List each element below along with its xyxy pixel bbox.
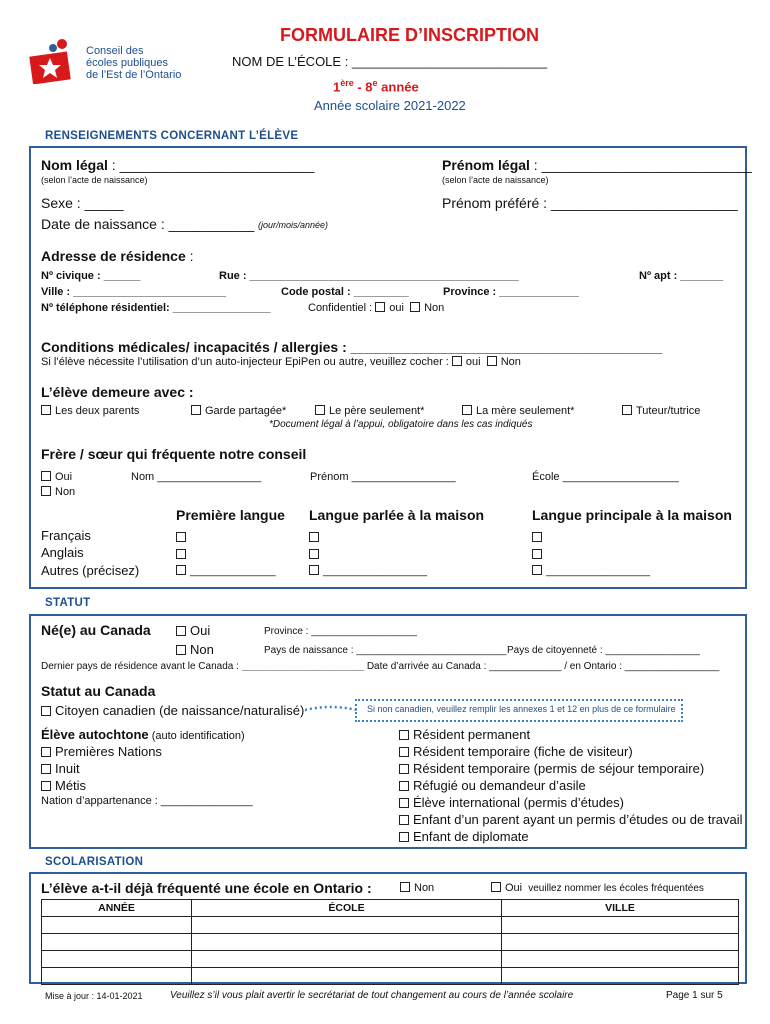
- lives-with-both-parents-checkbox[interactable]: [41, 405, 51, 415]
- lives-with-mother-label: La mère seulement*: [476, 405, 575, 417]
- refugee-label: Réfugié ou demandeur d’asile: [413, 778, 586, 793]
- status-temp-permit[interactable]: [399, 761, 704, 776]
- legal-firstname-note: (selon l’acte de naissance): [442, 175, 549, 185]
- phone-field[interactable]: Nº téléphone résidentiel: ________________: [41, 302, 271, 314]
- table-row: [42, 968, 739, 985]
- lang-header-first: Première langue: [176, 507, 285, 523]
- lives-with-father-checkbox[interactable]: [315, 405, 325, 415]
- lang-row-english: Anglais: [41, 545, 84, 560]
- address-label-text: Adresse de résidence: [41, 248, 186, 264]
- school-cell[interactable]: [192, 951, 502, 968]
- section-title-schooling: SCOLARISATION: [45, 856, 144, 868]
- birthdate-field[interactable]: Date de naissance : ___________: [41, 216, 255, 232]
- birthdate-note: (jour/mois/année): [258, 220, 329, 230]
- legal-document-note: *Document légal à l’appui, obligatoire dans les cas indiqués: [269, 419, 533, 430]
- col-year: ANNÉE: [42, 900, 192, 917]
- logo-star-icon: [29, 38, 71, 84]
- born-canada-yes[interactable]: [176, 623, 210, 638]
- nation-field[interactable]: Nation d’appartenance : _______________: [41, 795, 253, 807]
- parent-permit-checkbox[interactable]: [399, 815, 409, 825]
- col-school: ÉCOLE: [192, 900, 502, 917]
- grades-end: - 8: [353, 79, 373, 95]
- born-canada-yes-label: Oui: [190, 623, 211, 638]
- international-checkbox[interactable]: [399, 798, 409, 808]
- inuit-option[interactable]: [41, 761, 80, 776]
- non-canadian-note-text: Si non canadien, veuillez remplir les annexes 1 et 12 en plus de ce formulaire: [367, 704, 676, 714]
- born-canada-no-label: Non: [190, 642, 214, 657]
- legal-name-note: (selon l’acte de naissance): [41, 175, 148, 185]
- sibling-school-field[interactable]: École ___________________: [532, 471, 679, 483]
- lives-with-shared-custody-label: Garde partagée*: [205, 405, 287, 417]
- lang-spoken-other-line: _________________: [323, 565, 428, 577]
- lang-main-other-line: _________________: [546, 565, 651, 577]
- confidential-row: [308, 302, 444, 314]
- lang-spoken-other[interactable]: [309, 565, 427, 577]
- status-international[interactable]: [399, 795, 624, 810]
- permanent-resident-checkbox[interactable]: [399, 730, 409, 740]
- schooling-no-label: Non: [414, 882, 435, 894]
- lang-row-french: Français: [41, 528, 91, 543]
- epipen-no-checkbox[interactable]: [487, 356, 497, 366]
- metis-label: Métis: [55, 778, 87, 793]
- grades-sup-1: ère: [340, 78, 354, 88]
- confidential-yes-label: oui: [389, 302, 404, 314]
- legal-name-field[interactable]: [41, 157, 314, 173]
- first-nations-option[interactable]: [41, 744, 162, 759]
- lives-with-guardian[interactable]: [622, 405, 700, 417]
- lang-first-other-line: ______________: [190, 565, 276, 577]
- grades-suffix: année: [377, 79, 419, 95]
- grades-sup-2: e: [372, 78, 378, 88]
- confidential-label: Confidentiel :: [308, 302, 376, 314]
- born-canada-yes-checkbox[interactable]: [176, 626, 186, 636]
- sibling-firstname-field[interactable]: Prénom _________________: [310, 471, 456, 483]
- schooling-yes-label: Oui: [505, 882, 523, 894]
- epipen-label: Si l’élève nécessite l’utilisation d’un auto-injecteur EpiPen ou autre, veuillez cocher :: [41, 356, 452, 368]
- logo: [29, 38, 71, 84]
- year-cell[interactable]: [42, 934, 192, 951]
- legal-name-label: Nom légal: [41, 157, 108, 173]
- school-year: Année scolaire 2021-2022: [314, 98, 466, 113]
- street-field[interactable]: Rue : ____________________________________________: [219, 270, 519, 282]
- lives-with-shared-custody[interactable]: [191, 405, 286, 417]
- school-name-field[interactable]: NOM DE L’ÉCOLE : ___________________________: [232, 54, 548, 69]
- lang-main-other[interactable]: [532, 565, 650, 577]
- lives-with-label: L’élève demeure avec :: [41, 384, 194, 400]
- status-canada-label: Statut au Canada: [41, 683, 156, 699]
- lives-with-both-parents[interactable]: [41, 405, 139, 417]
- col-city: VILLE: [502, 900, 739, 917]
- schooling-yes-note: veuillez nommer les écoles fréquentées: [528, 883, 704, 894]
- arrival-canada-field: Date d’arrivée au Canada : _____________: [364, 661, 565, 672]
- school-cell[interactable]: [192, 934, 502, 951]
- logo-line-3: de l’Est de l’Ontario: [86, 69, 182, 81]
- logo-line-1: Conseil des: [86, 45, 144, 57]
- logo-line-2: écoles publiques: [86, 57, 168, 69]
- non-canadian-note: [355, 699, 683, 722]
- sibling-no-checkbox[interactable]: [41, 486, 51, 496]
- medical-conditions-field[interactable]: Conditions médicales/ incapacités / allergies : ________________________________________: [41, 339, 663, 355]
- schooling-yes[interactable]: [491, 882, 704, 894]
- status-permanent-resident[interactable]: [399, 727, 530, 742]
- apt-field[interactable]: Nº apt : _______: [639, 270, 724, 282]
- indigenous-label-text: Élève autochtone: [41, 727, 149, 742]
- lives-with-both-parents-label: Les deux parents: [55, 405, 140, 417]
- sibling-no-label: Non: [55, 486, 76, 498]
- lang-spoken-other-checkbox[interactable]: [309, 565, 319, 575]
- lives-with-shared-custody-checkbox[interactable]: [191, 405, 201, 415]
- lang-header-spoken: Langue parlée à la maison: [309, 507, 485, 523]
- schooling-question: L’élève a-t-il déjà fréquenté une école en Ontario :: [41, 880, 372, 896]
- section-title-status: STATUT: [45, 597, 91, 609]
- lives-with-father[interactable]: [315, 405, 424, 417]
- section-title-student: RENSEIGNEMENTS CONCERNANT L’ÉLÈVE: [45, 130, 299, 142]
- temp-permit-label: Résident temporaire (permis de séjour temporaire): [413, 761, 705, 776]
- status-parent-permit[interactable]: [399, 812, 743, 827]
- city-cell[interactable]: [502, 934, 739, 951]
- indigenous-note: (auto identification): [148, 730, 245, 742]
- city-cell[interactable]: [502, 917, 739, 934]
- international-label: Élève international (permis d’études): [413, 795, 624, 810]
- diplomat-checkbox[interactable]: [399, 832, 409, 842]
- city-cell[interactable]: [502, 951, 739, 968]
- logo-text: [86, 45, 181, 81]
- schooling-yes-checkbox[interactable]: [491, 882, 501, 892]
- born-province-field[interactable]: Province : ___________________: [264, 626, 417, 637]
- born-canada-no-checkbox[interactable]: [176, 645, 186, 655]
- schooling-no-checkbox[interactable]: [400, 882, 410, 892]
- last-country-line: ______________________: [241, 661, 365, 672]
- lang-first-english-checkbox[interactable]: [176, 547, 190, 561]
- sibling-no[interactable]: [41, 486, 75, 498]
- confidential-no-checkbox[interactable]: [410, 302, 420, 312]
- footer-updated: Mise à jour : 14-01-2021: [45, 991, 143, 1001]
- status-temp-visitor[interactable]: [399, 744, 633, 759]
- schooling-no[interactable]: [400, 882, 434, 894]
- lives-with-guardian-label: Tuteur/tutrice: [636, 405, 701, 417]
- epipen-row: [41, 356, 521, 368]
- first-nations-label: Premières Nations: [55, 744, 162, 759]
- sex-field[interactable]: Sexe : _____: [41, 195, 124, 211]
- lang-main-french-checkbox[interactable]: [532, 530, 546, 544]
- lang-header-main: Langue principale à la maison: [532, 507, 732, 523]
- born-canada-label: Né(e) au Canada: [41, 622, 151, 638]
- address-colon: :: [185, 248, 194, 264]
- citizen-label: Citoyen canadien (de naissance/naturalisé): [55, 703, 305, 718]
- legal-name-line: : _________________________: [107, 157, 315, 173]
- refugee-checkbox[interactable]: [399, 781, 409, 791]
- address-label: [41, 248, 194, 264]
- status-refugee[interactable]: [399, 778, 586, 793]
- born-canada-no[interactable]: [176, 642, 214, 657]
- confidential-yes-checkbox[interactable]: [375, 302, 385, 312]
- table-row: [42, 917, 739, 934]
- citizen-option[interactable]: [41, 703, 304, 718]
- status-diplomat[interactable]: [399, 829, 529, 844]
- epipen-no-label: Non: [500, 356, 521, 368]
- epipen-yes-label: oui: [465, 356, 481, 368]
- lang-row-other: Autres (précisez): [41, 563, 140, 578]
- legal-firstname-label: Prénom légal: [442, 157, 530, 173]
- school-cell[interactable]: [192, 968, 502, 985]
- parent-permit-label: Enfant d’un parent ayant un permis d’études ou de travail: [413, 812, 743, 827]
- lang-first-other[interactable]: [176, 565, 276, 577]
- lives-with-father-label: Le père seulement*: [329, 405, 425, 417]
- legal-firstname-line: : ___________________________: [529, 157, 752, 173]
- citizenship-country-field[interactable]: Pays de citoyenneté : _________________: [507, 645, 700, 656]
- sibling-yes-checkbox[interactable]: [41, 471, 51, 481]
- grades-start: 1: [333, 79, 341, 95]
- table-row: [42, 934, 739, 951]
- school-cell[interactable]: [192, 917, 502, 934]
- lives-with-mother[interactable]: [462, 405, 574, 417]
- footer-notice: Veuillez s’il vous plait avertir le secrétariat de tout changement au cours de l’année scolaire: [170, 990, 574, 1001]
- temp-permit-checkbox[interactable]: [399, 764, 409, 774]
- table-row: [42, 951, 739, 968]
- province-field[interactable]: Province : _____________: [443, 286, 579, 298]
- year-cell[interactable]: [42, 917, 192, 934]
- city-field[interactable]: Ville : _________________________: [41, 286, 227, 298]
- first-nations-checkbox[interactable]: [41, 747, 51, 757]
- lang-first-french-checkbox[interactable]: [176, 530, 190, 544]
- inuit-checkbox[interactable]: [41, 764, 51, 774]
- sibling-yes[interactable]: [41, 471, 72, 483]
- metis-option[interactable]: [41, 778, 86, 793]
- citizen-checkbox[interactable]: [41, 706, 51, 716]
- footer-page-number: Page 1 sur 5: [666, 990, 723, 1001]
- postal-code-field[interactable]: Code postal : _________: [281, 286, 409, 298]
- form-title: FORMULAIRE D’INSCRIPTION: [280, 25, 539, 45]
- schools-table: [41, 899, 739, 985]
- permanent-resident-label: Résident permanent: [413, 727, 531, 742]
- preferred-name-field[interactable]: Prénom préféré : ________________________: [442, 195, 738, 211]
- inuit-label: Inuit: [55, 761, 80, 776]
- sibling-yes-label: Oui: [55, 471, 73, 483]
- lang-first-other-checkbox[interactable]: [176, 565, 186, 575]
- lang-main-english-checkbox[interactable]: [532, 547, 546, 561]
- sibling-label: Frère / sœur qui fréquente notre conseil: [41, 446, 307, 462]
- arrival-ontario-field: / en Ontario : _________________: [564, 661, 720, 672]
- lives-with-mother-checkbox[interactable]: [462, 405, 472, 415]
- last-country-label: Dernier pays de résidence avant le Canada :: [41, 661, 242, 672]
- legal-firstname-field[interactable]: [442, 157, 752, 173]
- sibling-name-field[interactable]: Nom _________________: [131, 471, 262, 483]
- last-country-row[interactable]: [41, 661, 719, 672]
- year-cell[interactable]: [42, 951, 192, 968]
- grades: [333, 78, 419, 94]
- temp-visitor-label: Résident temporaire (fiche de visiteur): [413, 744, 633, 759]
- epipen-yes-checkbox[interactable]: [452, 356, 462, 366]
- metis-checkbox[interactable]: [41, 781, 51, 791]
- civic-field[interactable]: Nº civique : ______: [41, 270, 141, 282]
- year-cell[interactable]: [42, 968, 192, 985]
- city-cell[interactable]: [502, 968, 739, 985]
- birth-country-field[interactable]: Pays de naissance : ___________________________: [264, 645, 507, 656]
- temp-visitor-checkbox[interactable]: [399, 747, 409, 757]
- lives-with-guardian-checkbox[interactable]: [622, 405, 632, 415]
- schools-table-header: [42, 900, 739, 917]
- lang-spoken-french-checkbox[interactable]: [309, 530, 323, 544]
- lang-main-other-checkbox[interactable]: [532, 565, 542, 575]
- diplomat-label: Enfant de diplomate: [413, 829, 529, 844]
- lang-spoken-english-checkbox[interactable]: [309, 547, 323, 561]
- confidential-no-label: Non: [424, 302, 445, 314]
- indigenous-label: [41, 727, 245, 742]
